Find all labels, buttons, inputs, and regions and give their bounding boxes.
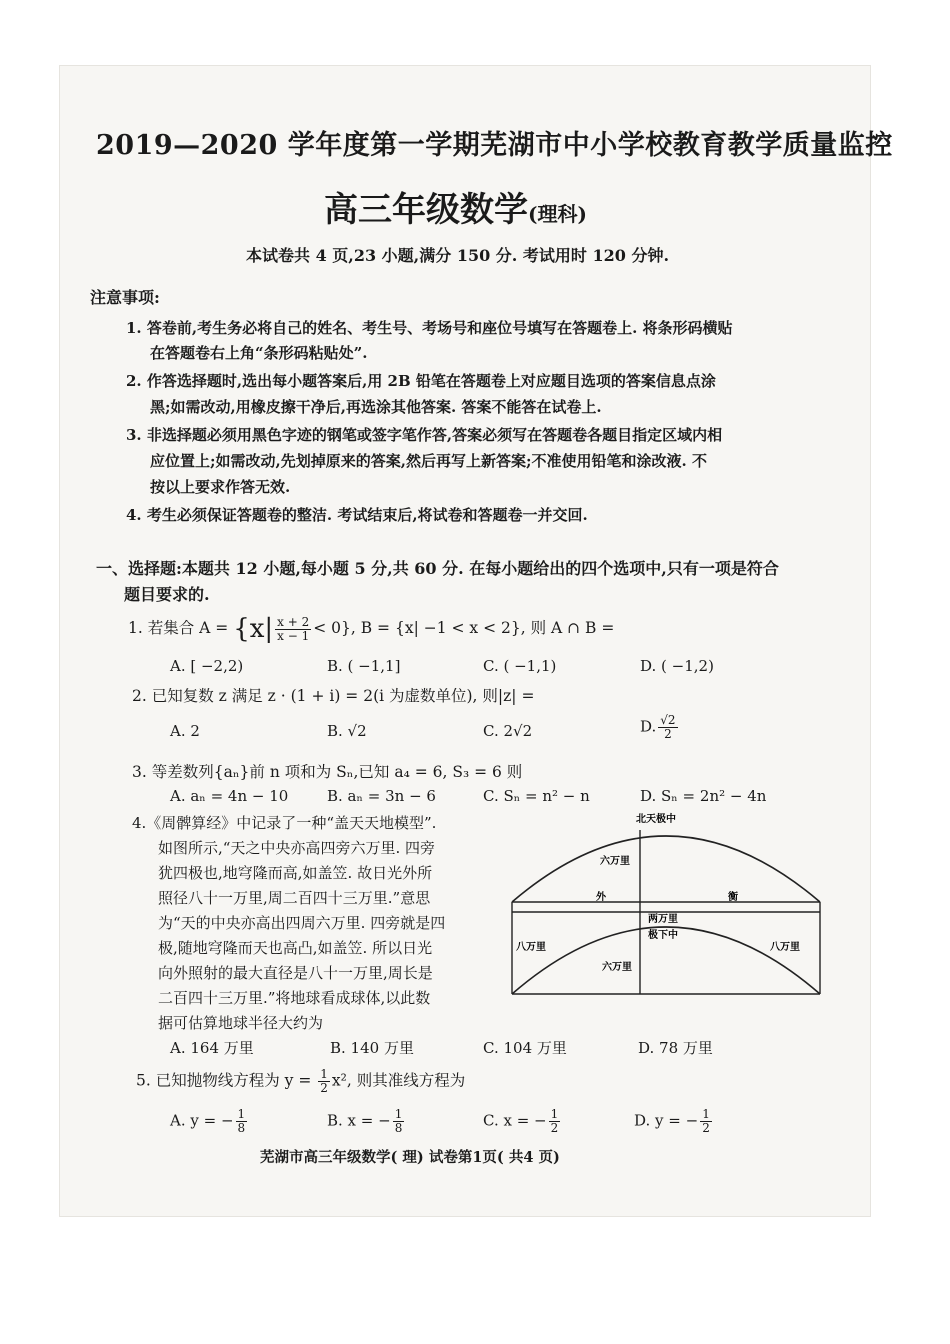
figure-label: 八万里 <box>770 942 800 953</box>
option-b: B. aₙ = 3n − 6 <box>327 787 436 805</box>
option-a: A. 2 <box>170 722 200 740</box>
option-d: D. y = − $\frac{1}{2}$ <box>634 1107 710 1135</box>
option-d: D. Sₙ = 2n² − 4n <box>640 787 767 805</box>
figure-label: 六万里 <box>602 962 632 973</box>
question-4-line: 极,随地穹隆而天也高凸,如盖笠. 所以日光 <box>158 939 433 957</box>
option-a: A. 164 万里 <box>170 1039 254 1057</box>
notice-line: 4. 考生必须保证答题卷的整洁. 考试结束后,将试卷和答题卷一并交回. <box>126 506 588 524</box>
option-c: C. Sₙ = n² − n <box>483 787 590 805</box>
fraction: $\frac{x + 2}{x - 1}$ <box>277 614 310 643</box>
notice-line: 黑;如需改动,用橡皮擦干净后,再选涂其他答案. 答案不能答在试卷上. <box>150 398 602 416</box>
option-d: D. ( −1,2) <box>640 657 714 675</box>
figure-label: 八万里 <box>516 942 546 953</box>
question-4-line: 犹四极也,地穹隆而高,如盖笠. 故日光外所 <box>158 864 433 882</box>
cap-heaven-figure <box>508 810 824 1002</box>
fraction: $\frac{1}{8}$ <box>394 1107 403 1135</box>
option-c: C. 104 万里 <box>483 1039 567 1057</box>
question-1-stem: 1. 若集合 A = {x| $\frac{x + 2}{x - 1}$ < 0}, B = {x| −1 < x < 2}, 则 A ∩ B = <box>128 614 615 644</box>
notice-heading: 注意事项: <box>90 288 160 307</box>
option-b: B. x = − $\frac{1}{8}$ <box>327 1107 403 1135</box>
question-2-stem: 2. 已知复数 z 满足 z · (1 + i) = 2(i 为虚数单位), 则|z| = <box>132 687 535 705</box>
question-4-line: 据可估算地球半径大约为 <box>158 1014 324 1032</box>
option-b: B. 140 万里 <box>330 1039 414 1057</box>
figure-label: 两万里 <box>648 914 678 925</box>
question-4-line: 如图所示,“天之中央亦高四旁六万里. 四旁 <box>158 839 435 857</box>
option-a: A. [ −2,2) <box>170 657 244 675</box>
notice-line: 1. 答卷前,考生务必将自己的姓名、考生号、考场号和座位号填写在答题卷上. 将条形码横贴 <box>126 319 733 337</box>
option-c: C. 2√2 <box>483 722 533 740</box>
upper-arc <box>512 836 820 902</box>
option-d: D. 78 万里 <box>638 1039 713 1057</box>
question-4-line: 向外照射的最大直径是八十一万里,周长是 <box>158 964 433 982</box>
notice-line: 按以上要求作答无效. <box>150 478 291 496</box>
figure-label: 极下中 <box>648 930 678 941</box>
question-4-line: 为“天的中央亦高出四周六万里. 四旁就是四 <box>158 914 446 932</box>
question-5-stem: 5. 已知抛物线方程为 y = $\frac{1}{2}$ x², 则其准线方程为 <box>136 1067 466 1095</box>
question-3-stem: 3. 等差数列{aₙ}前 n 项和为 Sₙ,已知 a₄ = 6, S₃ = 6 则 <box>132 763 523 781</box>
option-d: D. $\frac{√2}{2}$ <box>640 713 676 741</box>
option-a: A. y = − $\frac{1}{8}$ <box>170 1107 246 1135</box>
fraction: $\frac{1}{2}$ <box>320 1067 328 1095</box>
figure-label: 六万里 <box>600 856 630 867</box>
exam-title: 2019—2020 学年度第一学期芜湖市中小学校教育教学质量监控 <box>96 130 893 161</box>
notice-line: 3. 非选择题必须用黑色字迹的钢笔或签字笔作答,答案必须写在答题卷各题目指定区域内相 <box>126 426 723 444</box>
question-4-line: 照径八十一万里,周二百四十三万里.”意思 <box>158 889 431 907</box>
section-heading: 一、选择题:本题共 12 小题,每小题 5 分,共 60 分. 在每小题给出的四个选项中,只有一项是符合 <box>96 559 779 578</box>
fraction: $\frac{1}{8}$ <box>237 1107 246 1135</box>
option-c: C. x = − $\frac{1}{2}$ <box>483 1107 559 1135</box>
exam-subtitle: 高三年级数学(理科) <box>324 190 587 230</box>
figure-label: 衡 <box>728 892 738 903</box>
option-a: A. aₙ = 4n − 10 <box>170 787 289 805</box>
page-footer: 芜湖市高三年级数学( 理) 试卷第1页( 共4 页) <box>260 1149 560 1166</box>
figure-label: 外 <box>596 892 606 903</box>
subtitle-note: (理科) <box>528 202 587 226</box>
question-4-line: 二百四十三万里.”将地球看成球体,以此数 <box>158 989 431 1007</box>
option-b: B. ( −1,1] <box>327 657 401 675</box>
notice-line: 应位置上;如需改动,先划掉原来的答案,然后再写上新答案;不准使用铅笔和涂改液. 不 <box>150 452 707 470</box>
section-heading-cont: 题目要求的. <box>124 585 210 604</box>
option-b: B. √2 <box>327 722 367 740</box>
fraction: $\frac{1}{2}$ <box>550 1107 559 1135</box>
fraction: $\frac{1}{2}$ <box>702 1107 710 1135</box>
question-4-line: 4.《周髀算经》中记录了一种“盖天天地模型”. <box>132 814 437 832</box>
fraction: $\frac{√2}{2}$ <box>660 713 676 741</box>
notice-line: 在答题卷右上角“条形码粘贴处”. <box>150 344 368 362</box>
figure-label: 北天极中 <box>636 814 676 825</box>
option-c: C. ( −1,1) <box>483 657 557 675</box>
exam-info: 本试卷共 4 页,23 小题,满分 150 分. 考试用时 120 分钟. <box>246 246 670 265</box>
notice-line: 2. 作答选择题时,选出每小题答案后,用 2B 铅笔在答题卷上对应题目选项的答案信息点涂 <box>126 372 716 390</box>
